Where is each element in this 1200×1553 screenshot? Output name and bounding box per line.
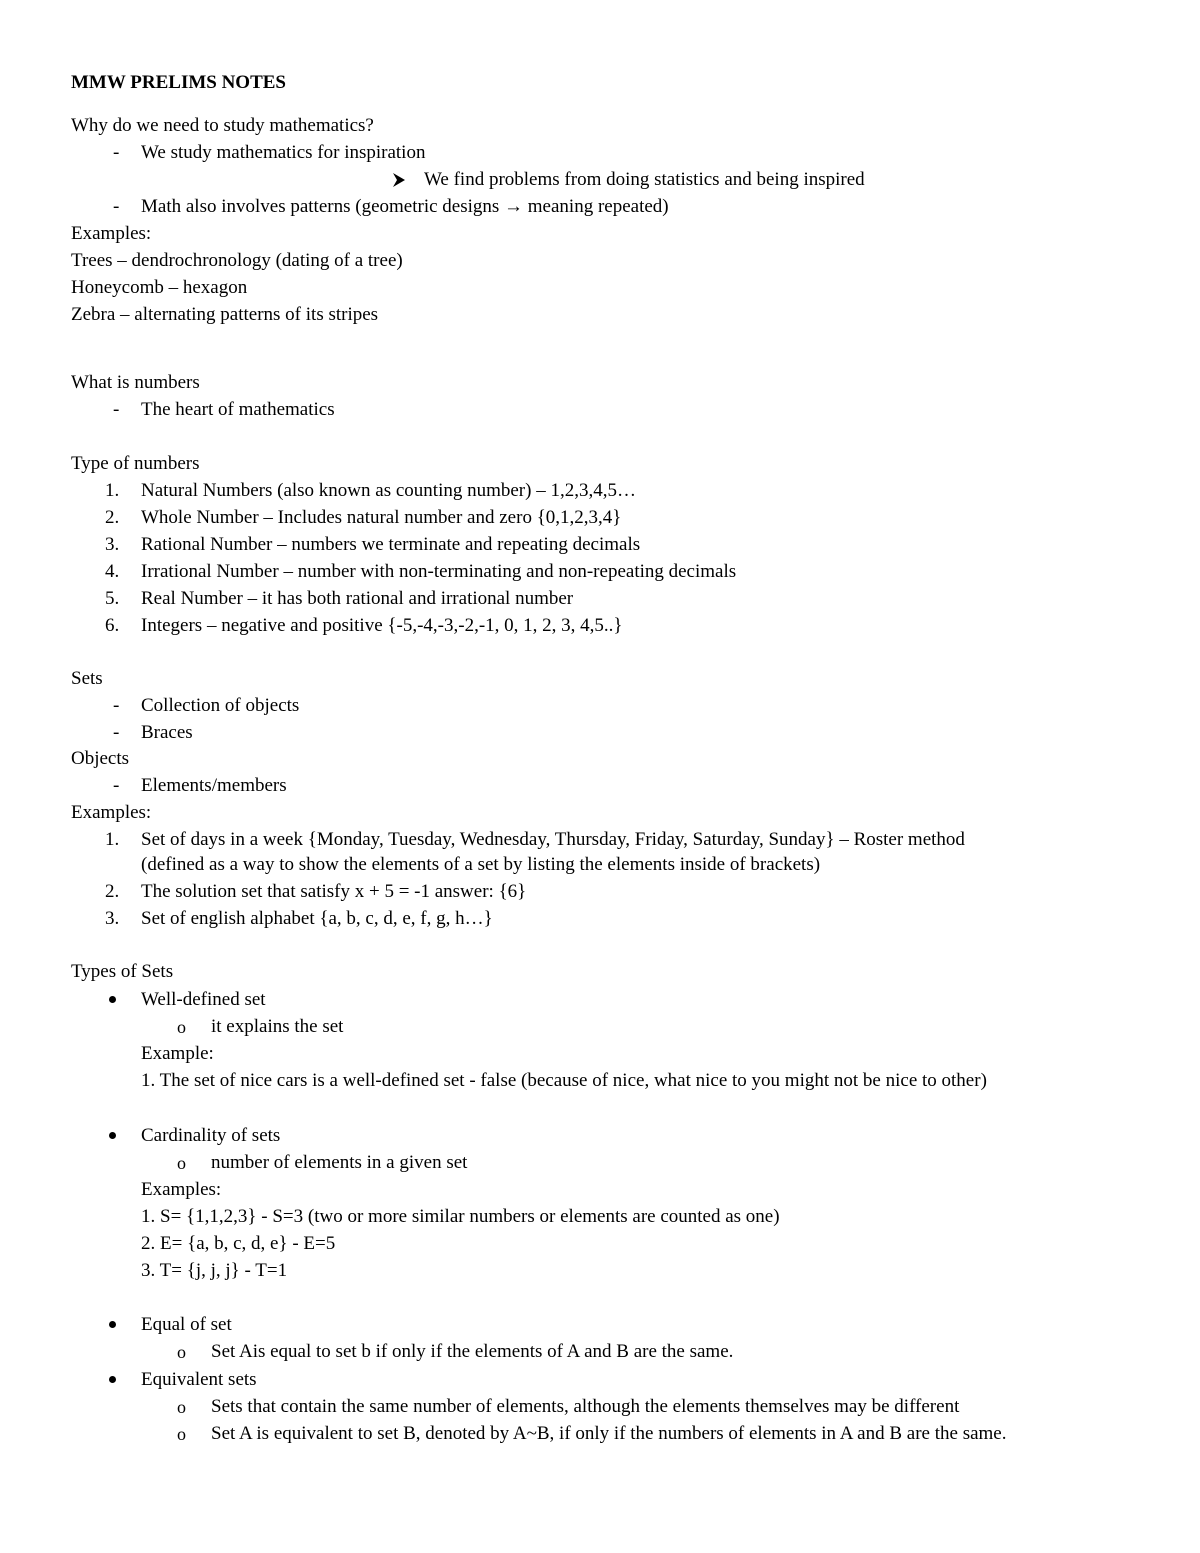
list-item: Natural Numbers (also known as counting number) – 1,2,3,4,5… (141, 480, 636, 501)
well-defined-sub: it explains the set (211, 1016, 344, 1037)
objects-heading: Objects (71, 748, 130, 769)
equivalent-sets-sub-2: Set A is equivalent to set B, denoted by A~B, if only if the numbers of elements in A and B are the same. (211, 1423, 1007, 1444)
dash-bullet: - (113, 775, 120, 796)
list-item: Whole Number – Includes natural number and zero {0,1,2,3,4} (141, 507, 622, 528)
dash-bullet: - (113, 142, 120, 163)
list-item: Irrational Number – number with non-terminating and non-repeating decimals (141, 561, 737, 582)
well-defined-example: 1. The set of nice cars is a well-defined set - false (because of nice, what nice to you might not be nice to other) (141, 1070, 987, 1091)
circle-bullet-icon: o (177, 1017, 186, 1037)
why-bullet-2: Math also involves patterns (geometric designs → meaning repeated) (141, 196, 669, 217)
example-trees: Trees – dendrochronology (dating of a tree) (71, 250, 403, 271)
list-item: Set of days in a week {Monday, Tuesday, Wednesday, Thursday, Friday, Saturday, Sunday} – Roster method (141, 829, 965, 850)
list-number: 2. (105, 507, 120, 528)
list-number: 5. (105, 588, 120, 609)
section-heading-types-of-sets: Types of Sets (71, 961, 174, 982)
cardinality-sub: number of elements in a given set (211, 1152, 468, 1173)
equal-set-sub: Set Ais equal to set b if only if the elements of A and B are the same. (211, 1341, 734, 1362)
equal-set-label: Equal of set (141, 1314, 232, 1335)
section-question-why: Why do we need to study mathematics? (71, 115, 374, 136)
examples-label: Examples: (141, 1179, 222, 1200)
arrowhead-bullet-icon (393, 173, 405, 187)
bullet-icon (109, 1132, 116, 1139)
dash-bullet: - (113, 399, 120, 420)
example-honeycomb: Honeycomb – hexagon (71, 277, 248, 298)
cardinality-example-3: 3. T= {j, j, j} - T=1 (141, 1260, 288, 1281)
sets-bullet-2: Braces (141, 722, 193, 743)
circle-bullet-icon: o (177, 1424, 186, 1444)
page-title: MMW PRELIMS NOTES (71, 72, 287, 93)
list-number: 1. (105, 829, 120, 850)
list-number: 6. (105, 615, 120, 636)
why-bullet-1: We study mathematics for inspiration (141, 142, 426, 163)
list-item: Real Number – it has both rational and irrational number (141, 588, 574, 609)
examples-label: Examples: (71, 802, 152, 823)
section-heading-sets: Sets (71, 668, 103, 689)
objects-bullet: Elements/members (141, 775, 287, 796)
well-defined-label: Well-defined set (141, 989, 266, 1010)
equivalent-sets-label: Equivalent sets (141, 1369, 257, 1390)
circle-bullet-icon: o (177, 1342, 186, 1362)
numbers-bullet-1: The heart of mathematics (141, 399, 335, 420)
list-item: The solution set that satisfy x + 5 = -1 answer: {6} (141, 881, 527, 902)
list-number: 4. (105, 561, 120, 582)
circle-bullet-icon: o (177, 1397, 186, 1417)
dash-bullet: - (113, 695, 120, 716)
sets-bullet-1: Collection of objects (141, 695, 300, 716)
example-label: Example: (141, 1043, 214, 1064)
why-sub-bullet: We find problems from doing statistics and being inspired (424, 169, 865, 190)
cardinality-label: Cardinality of sets (141, 1125, 281, 1146)
list-item-continuation: (defined as a way to show the elements of a set by listing the elements inside of brackets) (141, 854, 821, 875)
circle-bullet-icon: o (177, 1153, 186, 1173)
dash-bullet: - (113, 196, 120, 217)
dash-bullet: - (113, 722, 120, 743)
list-number: 2. (105, 881, 120, 902)
bullet-icon (109, 996, 116, 1003)
section-question-numbers: What is numbers (71, 372, 200, 393)
bullet-icon (109, 1321, 116, 1328)
list-item: Set of english alphabet {a, b, c, d, e, f, g, h…} (141, 908, 493, 929)
list-number: 3. (105, 908, 120, 929)
bullet-icon (109, 1376, 116, 1383)
list-item: Rational Number – numbers we terminate and repeating decimals (141, 534, 641, 555)
cardinality-example-2: 2. E= {a, b, c, d, e} - E=5 (141, 1233, 336, 1254)
list-number: 1. (105, 480, 120, 501)
list-number: 3. (105, 534, 120, 555)
example-zebra: Zebra – alternating patterns of its stripes (71, 304, 379, 325)
examples-label: Examples: (71, 223, 152, 244)
section-heading-types: Type of numbers (71, 453, 200, 474)
equivalent-sets-sub-1: Sets that contain the same number of elements, although the elements themselves may be different (211, 1396, 960, 1417)
list-item: Integers – negative and positive {-5,-4,-3,-2,-1, 0, 1, 2, 3, 4,5..} (141, 615, 623, 636)
cardinality-example-1: 1. S= {1,1,2,3} - S=3 (two or more similar numbers or elements are counted as one) (141, 1206, 780, 1227)
